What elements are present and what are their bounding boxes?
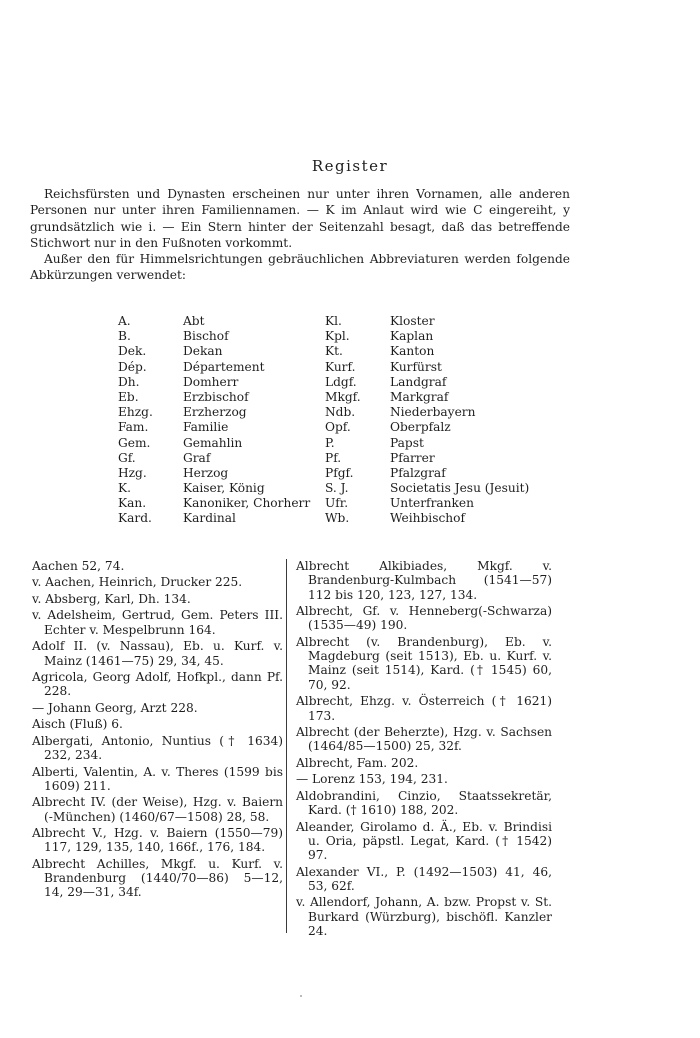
register-entry: Albrecht IV. (der Weise), Hzg. v. Baiern (-München) (1460/67—1508) 28, 58. (32, 795, 283, 824)
abbreviation-meaning: Erzbischof (183, 389, 249, 404)
abbreviation: Dek. (118, 344, 147, 359)
abbreviation: Kt. (325, 344, 343, 359)
page-speck (300, 995, 302, 997)
abbreviation-meaning: Landgraf (390, 374, 447, 389)
abbreviation-meaning: Kanoniker, Chorherr (183, 496, 311, 511)
intro-paragraph: Außer den für Himmelsrichtungen gebräuchlichen Abbreviaturen werden folgende Abkürzungen verwendet: (30, 252, 570, 283)
register-entry: Aldobrandini, Cinzio, Staatssekretär, Kard. († 1610) 188, 202. (296, 788, 552, 818)
abbreviation: P. (325, 435, 335, 450)
abbreviation: Gem. (118, 435, 151, 450)
intro-text (30, 186, 570, 284)
register-entry: Albrecht Achilles, Mkgf. u. Kurf. v. Brandenburg (1440/70—86) 5—12, 14, 29—31, 34f. (32, 856, 283, 900)
abbreviation: Fam. (118, 420, 149, 435)
abbreviation-meaning: Graf (183, 450, 211, 465)
abbreviation: Opf. (325, 420, 351, 435)
register-entry: Aachen 52, 74. (32, 559, 125, 573)
abbreviation-meaning: Domherr (183, 374, 239, 389)
register-column-right (296, 559, 552, 940)
abbreviation: Kan. (118, 496, 147, 511)
abbreviation: Ufr. (325, 496, 349, 511)
register-entry: v. Aachen, Heinrich, Drucker 225. (32, 575, 243, 590)
abbreviation: B. (118, 329, 131, 344)
register-entry: — Lorenz 153, 194, 231. (296, 772, 448, 787)
abbreviation: Ldgf. (325, 374, 357, 389)
abbreviation: Kl. (325, 314, 342, 328)
abbreviation: Dép. (118, 359, 147, 374)
abbreviation: Ndb. (325, 405, 356, 420)
register-entry: Albrecht (v. Brandenburg), Eb. v. Magdeburg (seit 1513), Eb. u. Kurf. v. Mainz (seit 1514), Kard. († 1545) 60, 70, 92. (296, 634, 552, 692)
abbreviation-meaning: Markgraf (390, 389, 449, 404)
register-column-left (32, 559, 283, 902)
abbreviation-meaning: Dekan (183, 344, 223, 359)
abbreviation: Ehzg. (118, 405, 153, 420)
register-entry: v. Adelsheim, Gertrud, Gem. Peters III. Echter v. Mespelbrunn 164. (32, 608, 283, 637)
register-entry: Albrecht, Fam. 202. (296, 755, 419, 770)
page-title: Register (311, 157, 389, 175)
abbreviation-meaning: Kanton (390, 344, 435, 359)
register-entry: Albrecht, Gf. v. Henneberg(-Schwarza) (1535—49) 190. (296, 604, 552, 633)
abbreviation-meaning: Kardinal (183, 511, 236, 526)
abbreviation-meaning: Abt (183, 314, 205, 328)
abbreviation-meaning: Erzherzog (183, 405, 247, 420)
abbreviation-meaning: Weihbischof (390, 511, 465, 526)
abbreviation-meaning: Pfalzgraf (390, 465, 446, 480)
register-entry: Alexander VI., P. (1492—1503) 41, 46, 53, 62f. (296, 864, 552, 893)
register-entry: v. Allendorf, Johann, A. bzw. Propst v. St. Burkard (Würzburg), bischöfl. Kanzler 24. (296, 895, 552, 938)
abbreviation: S. J. (325, 481, 349, 496)
abbreviation-table (118, 314, 550, 527)
abbreviation: Pfgf. (325, 465, 354, 480)
abbreviation-meaning: Pfarrer (390, 450, 435, 465)
register-entry: Alberti, Valentin, A. v. Theres (1599 bis 1609) 211. (32, 764, 283, 793)
abbreviation-meaning: Kaplan (390, 329, 434, 344)
abbreviation: Wb. (325, 511, 350, 526)
abbreviation-meaning: Département (183, 359, 265, 374)
abbreviation: Dh. (118, 374, 140, 389)
abbreviation-meaning: Gemahlin (183, 435, 243, 450)
abbreviation: Hzg. (118, 465, 147, 480)
abbreviation-meaning: Kloster (390, 314, 435, 328)
intro-paragraph: Reichsfürsten und Dynasten erscheinen nur unter ihren Vornamen, alle anderen Personen nur unter ihren Familiennamen. — K im Anlaut wird wie C eingereiht, y grundsätzlich wie i. — Ein Stern hinter der Seitenzahl besagt, daß das betreffende Stichwort nur in den Fußnoten vorkommt. (30, 187, 570, 250)
abbreviation: A. (118, 314, 131, 328)
register-entry: Albergati, Antonio, Nuntius († 1634) 232, 234. (32, 733, 283, 763)
register-entry: Aisch (Fluß) 6. (32, 717, 123, 732)
register-entry: Albrecht Alkibiades, Mkgf. v. Brandenburg-Kulmbach (1541—57) 112 bis 120, 123, 127, 134. (296, 559, 552, 602)
register-entry: v. Absberg, Karl, Dh. 134. (32, 591, 191, 606)
abbreviation-meaning: Bischof (183, 329, 229, 344)
abbreviation: Eb. (118, 389, 139, 404)
register-entry: — Johann Georg, Arzt 228. (32, 700, 198, 715)
abbreviation-meaning: Societatis Jesu (Jesuit) (390, 481, 530, 496)
abbreviation-meaning: Niederbayern (390, 405, 476, 420)
register-entry: Agricola, Georg Adolf, Hofkpl., dann Pf. 228. (32, 670, 283, 699)
register-entry: Albrecht (der Beherzte), Hzg. v. Sachsen (1464/85—1500) 25, 32f. (296, 725, 552, 754)
abbreviation-meaning: Papst (390, 435, 424, 450)
abbreviation: K. (118, 481, 131, 496)
abbreviation: Pf. (325, 450, 342, 465)
abbreviation: Kpl. (325, 329, 350, 344)
abbreviation-meaning: Herzog (183, 465, 229, 480)
register-entry: Aleander, Girolamo d. Ä., Eb. v. Brindisi u. Oria, päpstl. Legat, Kard. († 1542) 97. (296, 819, 552, 863)
register-entry: Albrecht, Ehzg. v. Österreich († 1621) 173. (296, 694, 552, 723)
abbreviation-meaning: Kaiser, König (183, 481, 265, 496)
abbreviation: Kard. (118, 511, 152, 526)
register-entry: Adolf II. (v. Nassau), Eb. u. Kurf. v. Mainz (1461—75) 29, 34, 45. (32, 639, 283, 668)
abbreviation-meaning: Familie (183, 420, 229, 435)
abbreviation-meaning: Unterfranken (390, 496, 474, 511)
abbreviation-meaning: Kurfürst (390, 359, 442, 374)
column-divider (286, 559, 287, 933)
register-entry: Albrecht V., Hzg. v. Baiern (1550—79) 117, 129, 135, 140, 166f., 176, 184. (32, 826, 283, 855)
abbreviation: Kurf. (325, 359, 356, 374)
abbreviation: Gf. (118, 450, 136, 465)
abbreviation-meaning: Oberpfalz (390, 420, 451, 435)
abbreviation: Mkgf. (325, 389, 361, 404)
